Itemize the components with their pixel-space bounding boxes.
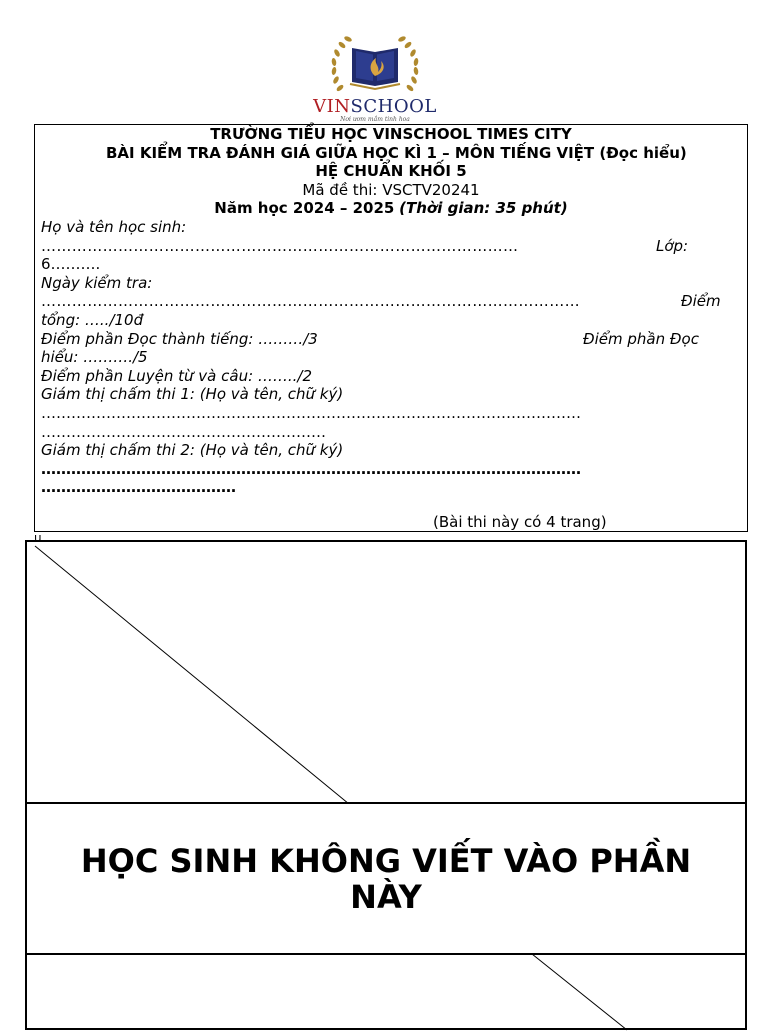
proctor1-line-a[interactable]: ……………………………………………………………………………………………… <box>41 403 581 422</box>
laurel-book-emblem-icon <box>310 30 440 100</box>
reading-comp-label: Điểm phần Đọc <box>583 329 699 348</box>
exam-level: HỆ CHUẨN KHỐI 5 <box>315 162 467 181</box>
proctor2-label: Giám thị chấm thi 2: (Họ và tên, chữ ký) <box>41 441 344 460</box>
exam-date-line <box>41 292 741 311</box>
student-name-label: Họ và tên học sinh: <box>41 217 187 236</box>
exam-date-dots[interactable]: …………………………………………………………………………………………… <box>41 292 580 311</box>
reading-aloud-score[interactable]: Điểm phần Đọc thành tiếng: ………/3 <box>41 329 318 348</box>
school-year: Năm học 2024 – 2025 <box>214 199 395 218</box>
total-score-label: Điểm <box>681 292 721 311</box>
exam-header-box <box>34 124 748 532</box>
proctor1-label: Giám thị chấm thi 1: (Họ và tên, chữ ký) <box>41 385 344 404</box>
school-year-line <box>41 199 741 218</box>
total-score-value[interactable]: tổng: …../10đ <box>41 310 144 329</box>
student-name-dots[interactable]: ………………………………………………………………………………… <box>41 236 519 255</box>
diagonal-strike-lines <box>27 542 749 1032</box>
proctor1-line-b[interactable]: ………………………………………………… <box>41 422 326 441</box>
school-name: TRƯỜNG TIỂU HỌC VINSCHOOL TIMES CITY <box>210 125 572 143</box>
exam-title <box>41 144 741 163</box>
exam-date-label: Ngày kiểm tra: <box>41 273 153 292</box>
page-count-note: (Bài thi này có 4 trang) <box>433 513 607 531</box>
exam-duration: (Thời gian: 35 phút) <box>399 199 568 218</box>
proctor2-line-a[interactable]: ……………………………………………………………………………………………… <box>41 459 581 478</box>
brand-tagline: Nơi ươm mầm tinh hoa <box>340 116 410 123</box>
do-not-write-area <box>25 540 747 1030</box>
exam-title-text: BÀI KIỂM TRA ĐÁNH GIÁ GIỮA HỌC KÌ 1 – MÔN TIẾNG VIỆT (Đọc hiểu) <box>106 143 687 162</box>
exam-code: Mã đề thi: VSCTV20241 <box>302 180 480 199</box>
class-value[interactable]: 6………. <box>41 255 101 274</box>
do-not-write-notice: HỌC SINH KHÔNG VIẾT VÀO PHẦN NÀY <box>25 802 747 955</box>
student-name-line <box>41 237 741 256</box>
reading-comp-score[interactable]: hiểu: ………./5 <box>41 348 148 367</box>
brand-name-vin: VIN <box>313 96 351 117</box>
stray-mark: u <box>34 531 42 545</box>
proctor2-line-b[interactable]: ………………………………… <box>41 478 236 497</box>
reading-scores-line <box>41 330 741 349</box>
brand-name-school: SCHOOL <box>350 96 437 117</box>
class-label: Lớp: <box>656 236 689 255</box>
vocab-score[interactable]: Điểm phần Luyện từ và câu: ……../2 <box>41 366 313 385</box>
brand-name <box>300 97 450 117</box>
